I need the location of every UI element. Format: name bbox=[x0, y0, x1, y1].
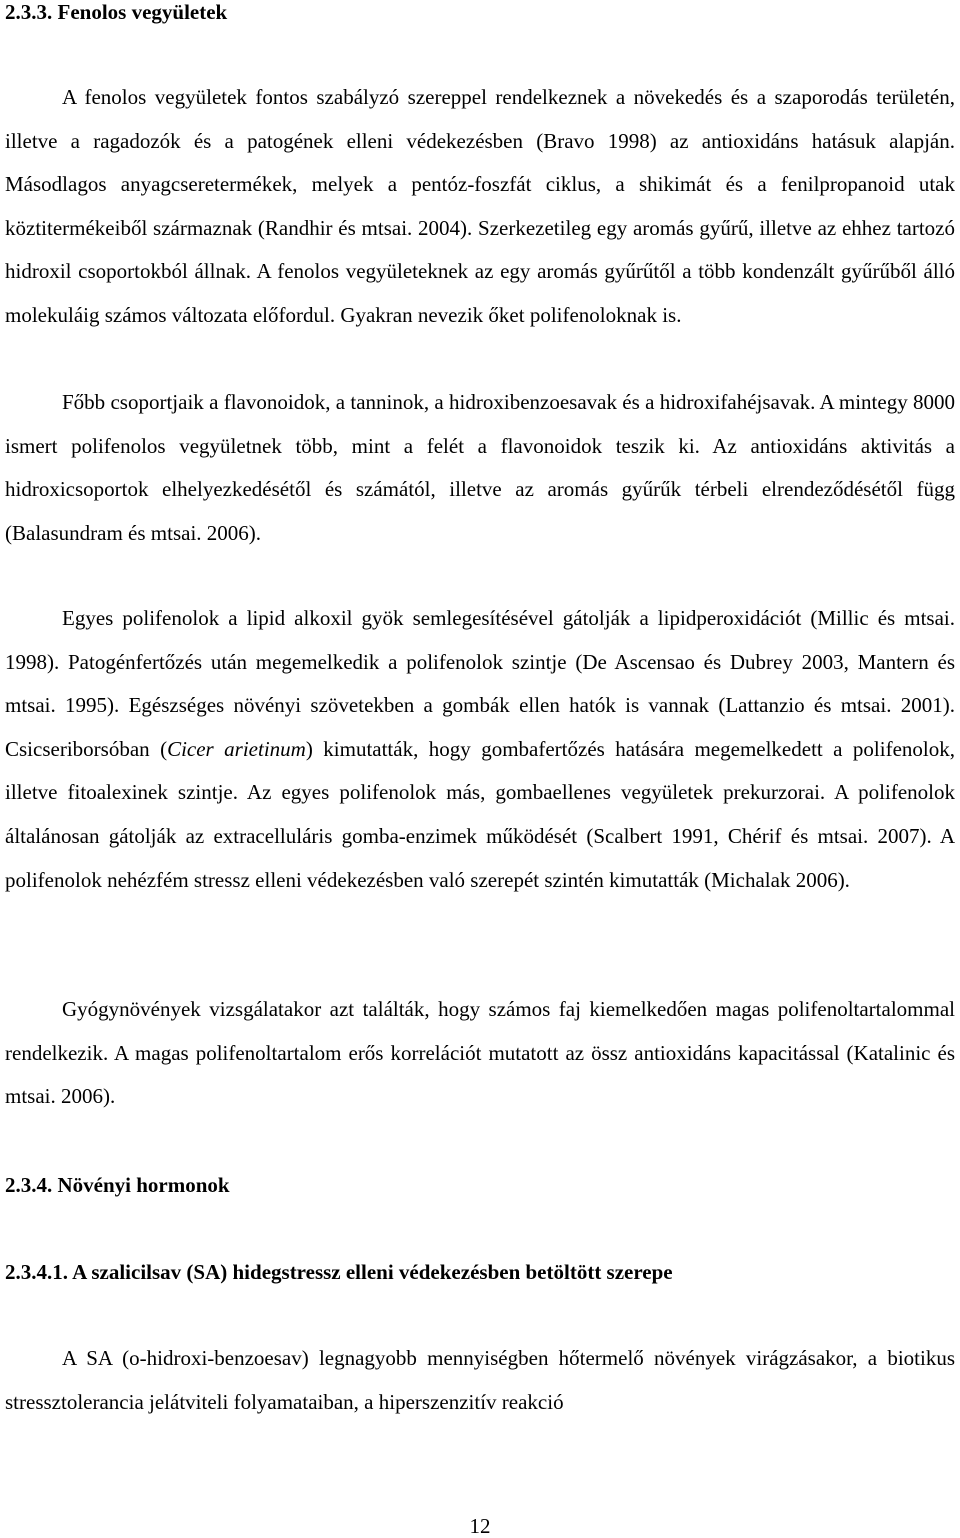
paragraph-fobb-csoportjaik: Főbb csoportjaik a flavonoidok, a tanninok, a hidroxibenzoesavak és a hidroxifahéjsavak. A mintegy 8000 ismert polifenolos vegyületnek több, mint a felét a flavonoidok teszik ki. Az antioxidáns aktivitás a hidroxicsoportok elhelyezkedésétől és számától, illetve az aromás gyűrűk térbeli elrendeződésétől függ (Balasundram és mtsai. 2006). bbox=[5, 390, 955, 545]
paragraph-text-before-italic: Egyes polifenolok a lipid alkoxil gyök semlegesítésével gátolják a lipidperoxidációt (Millic és mtsai. 1998). Patogénfertőzés után megemelkedik a polifenolok szintje (De Ascensao és Dubrey 2003, Mantern és mtsai. 1995). Egészséges növényi szövetekben a gombák ellen hatók is vannak (Lattanzio és mtsai. 2001). Csicseriborsóban ( bbox=[5, 606, 955, 761]
paragraph-szalicilsav: A SA (o-hidroxi-benzoesav) legnagyobb mennyiségben hőtermelő növények virágzásakor, a biotikus stressztolerancia jelátviteli folyamataiban, a hiperszenzitív reakció bbox=[5, 1346, 955, 1414]
section-heading-2-3-4: 2.3.4. Növényi hormonok bbox=[5, 1173, 230, 1197]
paragraph-fenolos-intro: A fenolos vegyületek fontos szabályzó szereppel rendelkeznek a növekedés és a szaporodás területén, illetve a ragadozók és a patogének elleni védekezésben (Bravo 1998) az antioxidáns hatásuk alapján. Másodlagos anyagcseretermékek, melyek a pentóz-foszfát ciklus, a shikimát és a fenilpropanoid utak köztitermékeiből származnak (Randhir és mtsai. 2004). Szerkezetileg egy aromás gyűrű, illetve az ehhez tartozó hidroxil csoportokból állnak. A fenolos vegyületeknek az egy aromás gyűrűtől a több kondenzált gyűrűből álló molekuláig számos változata előfordul. Gyakran nevezik őket polifenoloknak is. bbox=[5, 85, 955, 327]
paragraph-gyogynovenyek: Gyógynövények vizsgálatakor azt találták, hogy számos faj kiemelkedően magas polifenoltartalommal rendelkezik. A magas polifenoltartalom erős korrelációt mutatott az össz antioxidáns kapacitással (Katalinic és mtsai. 2006). bbox=[5, 997, 955, 1109]
page-number: 12 bbox=[469, 1514, 491, 1538]
section-heading-2-3-3: 2.3.3. Fenolos vegyületek bbox=[5, 0, 228, 24]
section-heading-2-3-4-1: 2.3.4.1. A szalicilsav (SA) hidegstressz elleni védekezésben betöltött szerepe bbox=[5, 1260, 673, 1284]
paragraph-polifenolok-vedelem bbox=[5, 597, 955, 902]
species-name-italic: Cicer arietinum bbox=[167, 736, 306, 761]
paragraph-text-after-italic: ) kimutatták, hogy gombafertőzés hatására megemelkedett a polifenolok, illetve fitoalexinek szintje. Az egyes polifenolok más, gombaellenes vegyületek prekurzorai. A polifenolok általánosan gátolják az extracelluláris gomba-enzimek működését (Scalbert 1991, Chérif és mtsai. 2007). A polifenolok nehézfém stressz elleni védekezésben való szerepét szintén kimutatták (Michalak 2006). bbox=[5, 736, 955, 892]
